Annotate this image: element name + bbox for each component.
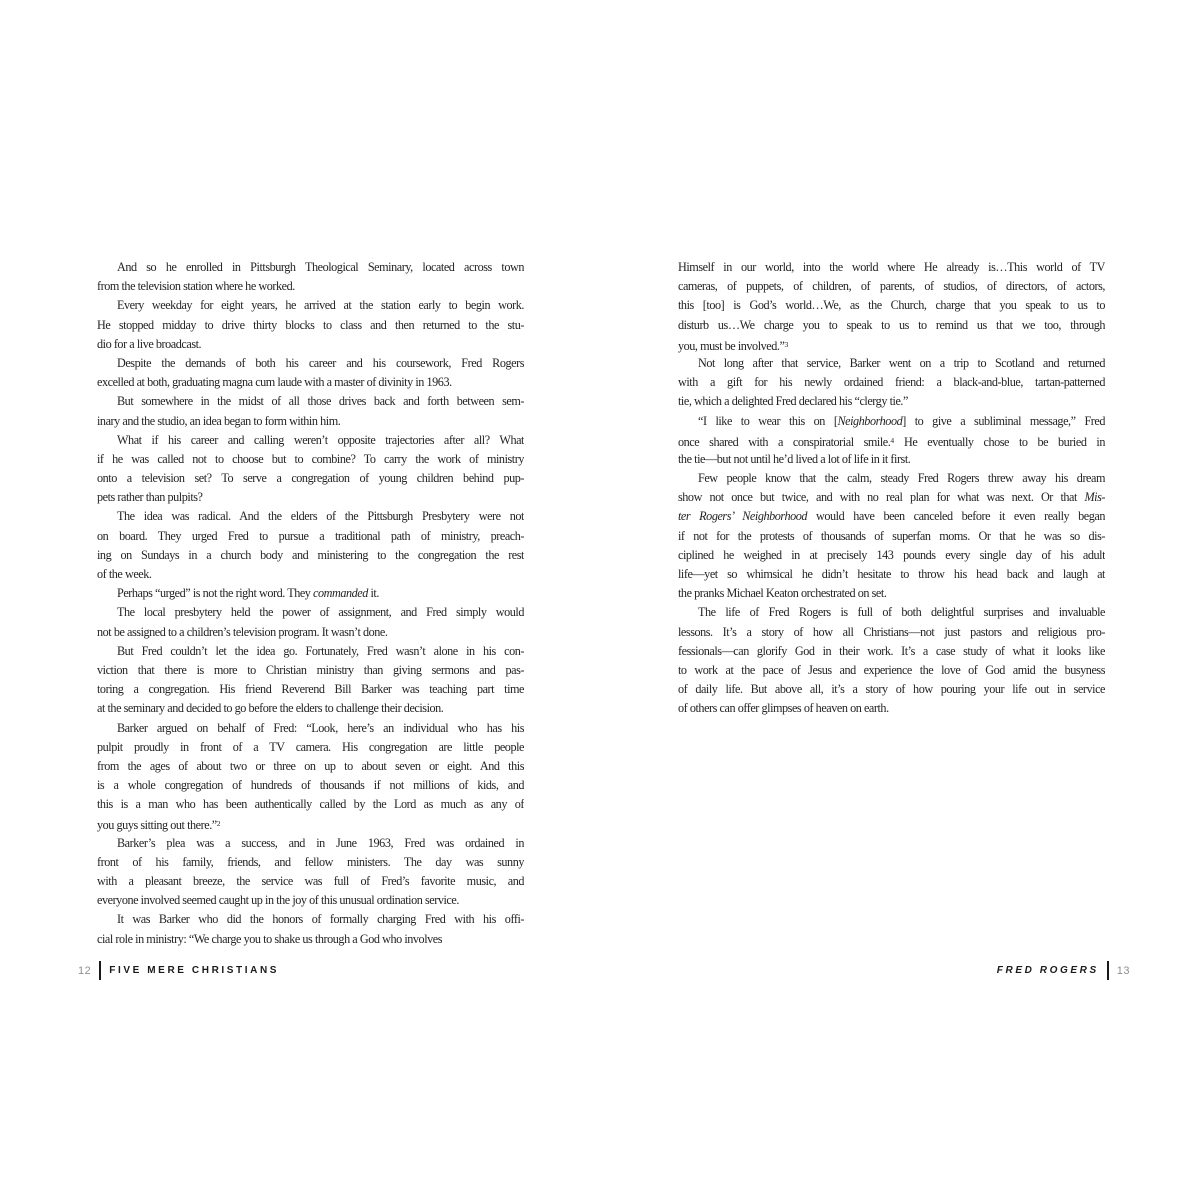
paragraph [97,296,524,354]
text-line [97,584,524,603]
paragraph [678,258,1105,354]
text-line [678,392,1105,411]
text-line [678,584,1105,603]
text-segment: with a pleasant breeze, the service was full of Fred’s favorite music, and [97,874,524,888]
text-line [97,642,524,661]
text-segment: lessons. It’s a story of how all Christians—not just pastors and religious pro- [678,624,1105,639]
text-line [678,450,1105,469]
text-line [97,335,524,354]
text-line [97,834,524,853]
text-segment: inary and the studio, an idea began to form within him. [97,413,341,428]
text-line [678,661,1105,680]
text-line [97,795,524,814]
text-line [678,354,1105,373]
text-segment: dio for a live broadcast. [97,336,202,351]
text-line [97,853,524,872]
paragraph [678,469,1105,603]
text-segment: It was Barker who did the honors of formally charging Fred with his offi- [117,912,524,927]
text-line [678,373,1105,392]
text-line [678,335,1105,354]
paragraph [97,642,524,719]
text-line [97,719,524,738]
chapter-running-head: FRED ROGERS [996,965,1099,976]
paragraph [97,392,524,430]
text-segment: commanded [313,586,368,601]
text-segment: He eventually chose to be buried in [894,434,1105,449]
text-line [678,277,1105,296]
paragraph [97,431,524,508]
text-line [97,623,524,642]
text-line [678,488,1105,507]
text-line [678,603,1105,622]
text-segment: front of his family, friends, and fellow ministers. The day was sunny [97,854,524,869]
text-segment: The idea was radical. And the elders of the Pittsburgh Presbytery were not [117,509,524,524]
text-segment: But Fred couldn’t let the idea go. Fortunately, Fred wasn’t alone in his con- [117,643,524,658]
paragraph [678,603,1105,718]
paragraph [97,507,524,584]
text-line [678,565,1105,584]
paragraph [97,258,524,296]
paragraph [97,584,524,603]
text-segment: Not long after that service, Barker went on a trip to Scotland and returned [698,355,1105,370]
text-segment: “I like to wear this on [ [698,413,838,428]
footnote-reference: 3 [784,339,789,349]
text-line [97,814,524,833]
text-segment: not be assigned to a children’s television program. It wasn’t done. [97,624,388,639]
text-line [97,891,524,910]
text-line [678,469,1105,488]
text-segment: on board. They urged Fred to pursue a traditional path of ministry, preach- [97,528,524,543]
text-line [97,392,524,411]
text-segment: with a gift for his newly ordained friend: a black-and-blue, tartan-patterned [678,375,1105,390]
text-segment: you guys sitting out there.” [97,818,217,833]
left-page-number: 12 [78,964,92,977]
text-segment: Himself in our world, into the world where He already is…This world of TV [678,260,1105,274]
text-segment: Neighborhood [837,413,903,428]
text-segment: everyone involved seemed caught up in the joy of this unusual ordination service. [97,893,459,908]
text-line [678,680,1105,699]
right-page-footer [997,961,1130,980]
text-segment: this is a man who has been authentically called by the Lord as much as any of [97,797,524,812]
text-line [97,776,524,795]
text-line [97,450,524,469]
text-line [97,412,524,431]
text-line [678,507,1105,526]
text-segment: once shared with a conspiratorial smile. [678,434,891,449]
text-segment: The life of Fred Rogers is full of both delightful surprises and invaluable [698,605,1105,620]
text-segment: excelled at both, graduating magna cum laude with a master of divinity in 1963. [97,375,452,390]
text-segment: fessionals—can glorify God in their work. It’s a case study of what it looks like [678,643,1105,658]
text-segment: at the seminary and decided to go before the elders to challenge their decision. [97,701,444,716]
text-segment: onto a television set? To serve a congregation of young children behind pup- [97,471,524,486]
text-line [97,469,524,488]
text-segment: from the ages of about two or three on up to about seven or eight. And this [97,758,524,773]
text-segment: Despite the demands of both his career and his coursework, Fred Rogers [117,355,524,370]
text-segment: Every weekday for eight years, he arrived at the station early to begin work. [117,298,524,313]
text-segment: the pranks Michael Keaton orchestrated on set. [678,586,887,601]
text-segment: Mis- [1084,490,1105,505]
text-segment: show not once but twice, and with no real plan for what was next. Or that [678,490,1085,505]
text-segment: The local presbytery held the power of assignment, and Fred simply would [117,605,524,620]
paragraph [97,603,524,641]
text-segment: this [too] is God’s world…We, as the Church, charge that you speak to us to [678,298,1105,313]
text-line [97,603,524,622]
text-segment: of daily life. But above all, it’s a story of how pouring your life out in service [678,682,1105,697]
text-line [97,661,524,680]
paragraph [97,910,524,948]
text-segment: of others can offer glimpses of heaven on earth. [678,701,889,716]
text-line [97,910,524,929]
text-line [678,412,1105,431]
text-segment: disturb us…We charge you to speak to us to remind us that we too, through [678,317,1105,332]
text-line [97,699,524,718]
text-segment: if he was called not to choose but to combine? To carry the work of ministry [97,451,524,466]
text-segment: life—yet so whimsical he didn’t hesitate to throw his head back and laugh at [678,567,1105,581]
footer-divider-bar [99,961,101,980]
text-line [678,431,1105,450]
text-segment: to work at the pace of Jesus and experience the love of God amid the busyness [678,662,1105,677]
text-line [678,316,1105,335]
text-segment: ing on Sundays in a church body and ministering to the congregation the rest [97,547,524,562]
text-segment: What if his career and calling weren’t opposite trajectories after all? What [117,432,524,447]
text-line [97,488,524,507]
text-line [97,565,524,584]
text-line [97,296,524,315]
text-line [678,258,1105,277]
paragraph [97,719,524,834]
text-line [97,872,524,891]
text-segment: cameras, of puppets, of children, of parents, of studios, of directors, of actors, [678,279,1105,294]
text-segment: of the week. [97,567,152,581]
text-line [97,373,524,392]
text-line [678,527,1105,546]
text-segment: you, must be involved.” [678,338,785,353]
right-page-text-column [678,258,1105,719]
text-segment: But somewhere in the midst of all those drives back and forth between sem- [117,394,524,409]
text-segment: Perhaps “urged” is not the right word. They [117,586,314,601]
text-line [678,546,1105,565]
text-segment: Barker argued on behalf of Fred: “Look, here’s an individual who has his [117,720,524,735]
text-segment: pulpit proudly in front of a TV camera. His congregation are little people [97,739,524,754]
text-line [678,699,1105,718]
text-line [97,680,524,699]
text-line [97,431,524,450]
text-segment: And so he enrolled in Pittsburgh Theological Seminary, located across town [117,260,524,274]
text-segment: ciplined he weighed in at precisely 143 pounds every single day of his adult [678,547,1105,562]
text-segment: viction that there is more to Christian ministry than giving sermons and pas- [97,662,524,677]
text-line [678,642,1105,661]
text-line [97,757,524,776]
right-page-number: 13 [1116,964,1130,977]
paragraph [97,834,524,911]
text-line [97,738,524,757]
paragraph [678,412,1105,470]
text-segment: Barker’s plea was a success, and in June 1963, Fred was ordained in [117,835,524,850]
text-line [97,527,524,546]
paragraph [678,354,1105,412]
text-segment: cial role in ministry: “We charge you to shake us through a God who involves [97,931,443,946]
text-segment: ter Rogers’ Neighborhood [678,509,808,524]
text-segment: it. [367,586,379,601]
text-segment: toring a congregation. His friend Reverend Bill Barker was teaching part time [97,682,524,697]
text-line [97,354,524,373]
text-segment: would have been canceled before it even really began [807,509,1105,524]
text-line [678,623,1105,642]
left-page-text-column [97,258,524,949]
text-line [678,296,1105,315]
text-segment: Few people know that the calm, steady Fred Rogers threw away his dream [698,471,1105,486]
text-segment: ] to give a subliminal message,” Fred [902,413,1105,428]
text-segment: He stopped midday to drive thirty blocks to class and then returned to the stu- [97,317,524,332]
book-title-running-head: FIVE MERE CHRISTIANS [109,965,280,976]
text-line [97,258,524,277]
text-line [97,507,524,526]
text-segment: is a whole congregation of hundreds of thousands if not millions of kids, and [97,778,524,793]
paragraph [97,354,524,392]
text-segment: pets rather than pulpits? [97,490,203,505]
footnote-reference: 2 [216,819,221,829]
text-line [97,546,524,565]
text-segment: tie, which a delighted Fred declared his “clergy tie.” [678,394,908,409]
footnote-reference: 4 [890,435,895,445]
text-line [97,930,524,949]
text-segment: from the television station where he worked. [97,279,295,294]
text-segment: if not for the protests of thousands of superfan moms. Or that he was so dis- [678,528,1105,543]
text-line [97,316,524,335]
footer-divider-bar [1107,961,1109,980]
left-page-footer [78,961,279,980]
text-segment: the tie—but not until he’d lived a lot of life in it first. [678,451,911,466]
text-line [97,277,524,296]
